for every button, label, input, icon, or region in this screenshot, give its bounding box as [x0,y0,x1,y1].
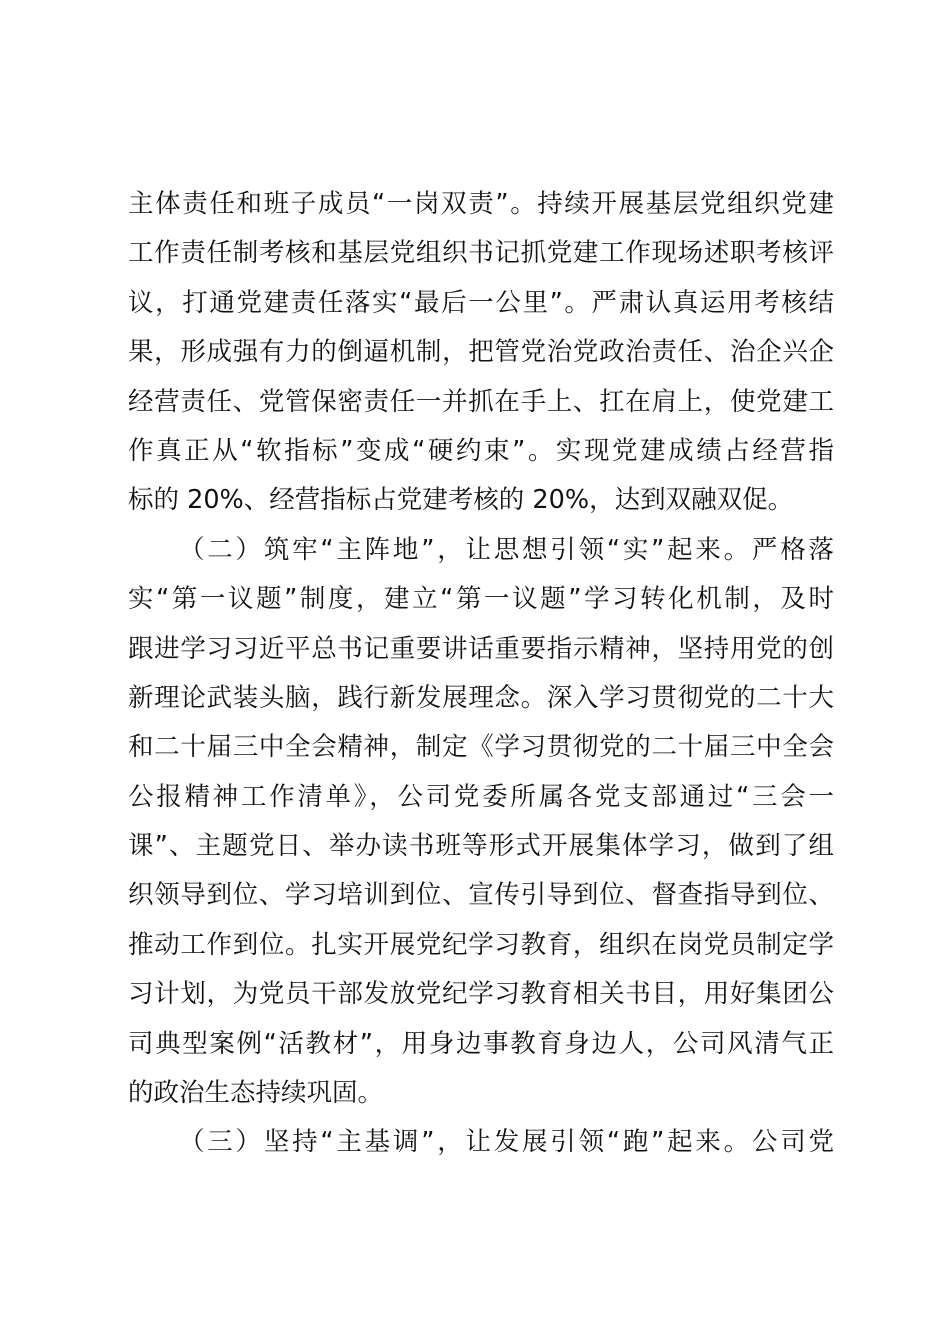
body-text [128,180,834,1168]
text-line: 新理论武装头脑，践行新发展理念。深入学习贯彻党的二十大 [128,682,834,713]
text-line: 的政治生态持续巩固。 [128,1078,384,1109]
text-line: 实“第一议题”制度，建立“第一议题”学习转化机制，及时 [128,584,834,615]
text-line: 标的 20%、经营指标占党建考核的 20%，达到双融双促。 [128,485,794,516]
section-heading-line: （三）坚持“主基调”，让发展引领“跑”起来。公司党 [179,1127,834,1158]
text-line: 作真正从“软指标”变成“硬约束”。实现党建成绩占经营指 [128,435,834,466]
text-line: 公报精神工作清单》，公司党委所属各党支部通过“三会一 [128,781,834,812]
text-line: 织领导到位、学习培训到位、宣传引导到位、督查指导到位、 [128,880,834,911]
text-line: 习计划，为党员干部发放党纪学习教育相关书目，用好集团公 [128,979,834,1010]
text-line: 经营责任、党管保密责任一并抓在手上、扛在肩上，使党建工 [128,386,834,417]
text-line: 主体责任和班子成员“一岗双责”。持续开展基层党组织党建 [128,189,834,219]
section-heading-line: （二）筑牢“主阵地”，让思想引领“实”起来。严格落 [179,534,834,565]
text-line: 工作责任制考核和基层党组织书记抓党建工作现场述职考核评 [128,238,834,269]
text-line: 推动工作到位。扎实开展党纪学习教育，组织在岗党员制定学 [128,929,834,960]
text-line: 课”、主题党日、举办读书班等形式开展集体学习，做到了组 [128,831,834,862]
text-line: 果，形成强有力的倒逼机制，把管党治党政治责任、治企兴企 [128,337,834,368]
text-line: 跟进学习习近平总书记重要讲话重要指示精神，坚持用党的创 [128,633,834,664]
text-line: 议，打通党建责任落实“最后一公里”。严肃认真运用考核结 [128,287,834,318]
text-line: 和二十届三中全会精神，制定《学习贯彻党的二十届三中全会 [128,732,834,763]
text-line: 司典型案例“活教材”，用身边事教育身边人，公司风清气正 [128,1028,834,1059]
